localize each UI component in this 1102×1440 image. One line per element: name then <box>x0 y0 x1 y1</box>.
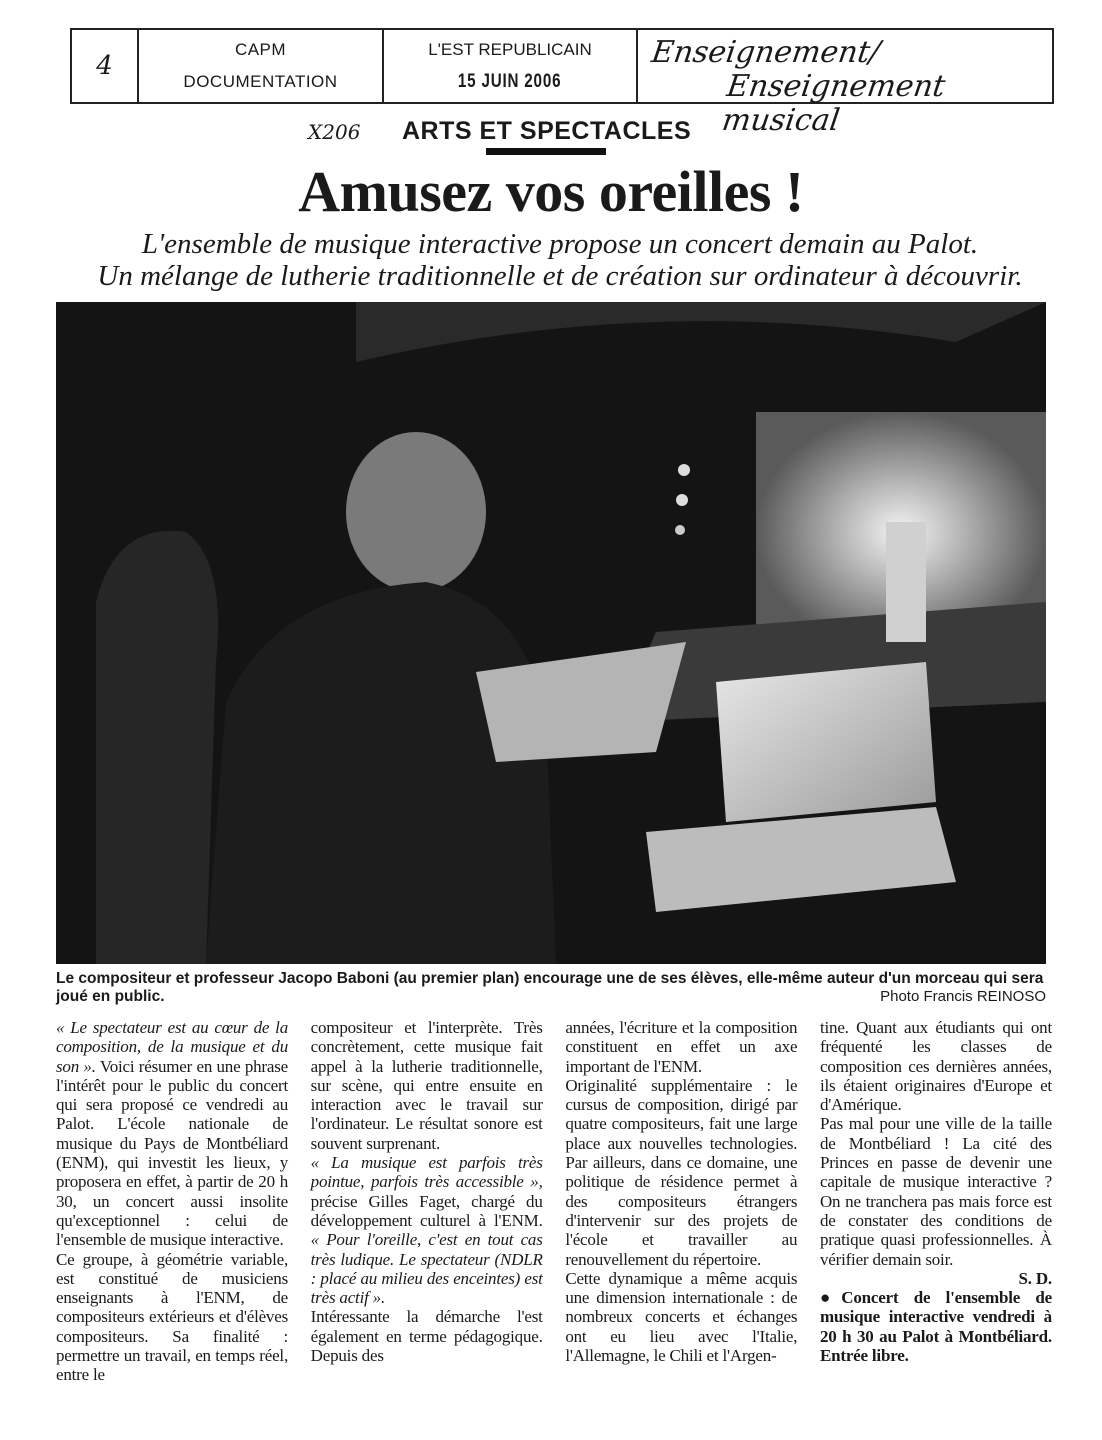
photo-credit: Photo Francis REINOSO <box>880 988 1046 1005</box>
paragraph: années, l'écriture et la composition constituent en effet un axe important de l'ENM. <box>565 1018 798 1076</box>
article-headline: Amusez vos oreilles ! <box>298 159 804 224</box>
quote: « Pour l'oreille, c'est en tout cas très ludique. Le spectateur (NDLR : placé au milieu des enceintes) est très actif ». <box>310 1230 543 1308</box>
paragraph: compositeur et l'interprète. Très concrètement, cette musique fait appel à la lutherie traditionnelle, sur scène, qui entre ensuite en interaction avec le travail sur l'ordinateur. Le résultat sonore est souvent surprenant. <box>310 1018 543 1153</box>
handwritten-code: X206 <box>308 120 361 144</box>
newspaper-name: L'EST REPUBLICAIN <box>428 39 592 59</box>
paragraph <box>311 1153 543 1307</box>
handwritten-line-1: Enseignement/ <box>649 35 883 70</box>
paragraph: Originalité supplémentaire : le cursus de composition, dirigé par quatre compositeurs, fait une large place aux nouvelles technologies. Par ailleurs, dans ce domaine, une politique de résidence permet à des compositeurs étrangers d'intervenir sur des projets de l'école et travailler au renouvellement du répertoire. <box>565 1075 798 1269</box>
quote: « Le spectateur est au cœur de la composition, de la musique et du son ». <box>56 1018 288 1076</box>
paragraph: Cette dynamique a même acquis une dimension internationale : de nombreux concerts et échanges ont eu lieu avec l'Italie, l'Allemagne, le Chili et l'Argen- <box>565 1268 798 1366</box>
article-body <box>56 1018 1052 1385</box>
paragraph: tine. Quant aux étudiants qui ont fréquenté les classes de composition ces dernières années, ils étaient originaires d'Europe et d'Amérique. <box>819 1018 1052 1115</box>
org-line-1: CAPM <box>234 40 287 59</box>
archive-org <box>139 30 384 102</box>
caption-text: Le compositeur et professeur Jacopo Baboni (au premier plan) encourage une de ses élèves, elle-même auteur d'un morceau qui sera joué en public. <box>56 970 1044 1005</box>
author-signature: S. D. <box>1018 1268 1052 1288</box>
article-subhead <box>40 228 1080 292</box>
paragraph: Ce groupe, à géométrie variable, est constitué de musiciens enseignants à l'ENM, de compositeurs extérieurs et d'élèves compositeurs. Sa finalité : permettre un travail, en temps réel, entre le <box>56 1249 288 1385</box>
paragraph: Intéressante la démarche l'est également en terme pédagogique. Depuis des <box>310 1307 543 1366</box>
subhead-line-2: Un mélange de lutherie traditionnelle et de création sur ordinateur à découvrir. <box>97 260 1023 292</box>
handwritten-line-2: Enseignement musical <box>719 69 948 138</box>
composer-head <box>346 432 486 592</box>
laptop-screen <box>716 662 936 822</box>
paragraph <box>56 1018 288 1250</box>
quote: « La musique est parfois très pointue, parfois très accessible », <box>310 1153 543 1192</box>
column-2 <box>311 1018 543 1385</box>
column-4 <box>820 1018 1052 1385</box>
photo-caption <box>56 970 1046 1006</box>
event-info: ●Concert de l'ensemble de musique interactive vendredi à 20 h 30 au Palot à Montbéliard. Entrée libre. <box>819 1288 1052 1366</box>
newspaper-info <box>384 30 638 102</box>
paragraph-text: Voici résumer en une phrase l'intérêt pour le public du concert qui sera proposé ce vendredi au Palot. L'école nationale de musique du Pays de Montbéliard (ENM), qui investit les lieux, y proposera en effet, à partir de 20 h 30, un concert aussi insolite qu'exceptionnel : celui de l'ensemble de musique interactive. <box>56 1056 288 1250</box>
concert-photo-illustration <box>56 302 1046 964</box>
subhead-line-1: L'ensemble de musique interactive propose un concert demain au Palot. <box>141 228 979 260</box>
section-title: ARTS ET SPECTACLES <box>402 117 692 145</box>
column-3 <box>565 1018 797 1385</box>
handwritten-category <box>633 30 1057 138</box>
org-line-2: DOCUMENTATION <box>183 72 338 91</box>
article-photo <box>56 302 1046 964</box>
publication-date: 15 JUIN 2006 <box>458 70 562 92</box>
student-silhouette <box>96 531 218 964</box>
page-number: 4 <box>72 30 139 102</box>
column-1 <box>56 1018 288 1385</box>
section-underline <box>486 148 606 155</box>
paragraph-text: précise Gilles Faget, chargé du développement culturel à l'ENM. <box>310 1191 543 1230</box>
paragraph: Pas mal pour une ville de la taille de Montbéliard ! La cité des Princes en passe de devenir une capitale de musique interactive ? On ne tranchera pas mais force est de constater des conditions de pratique quasi professionnelles. À vérifier demain soir. <box>819 1114 1052 1269</box>
